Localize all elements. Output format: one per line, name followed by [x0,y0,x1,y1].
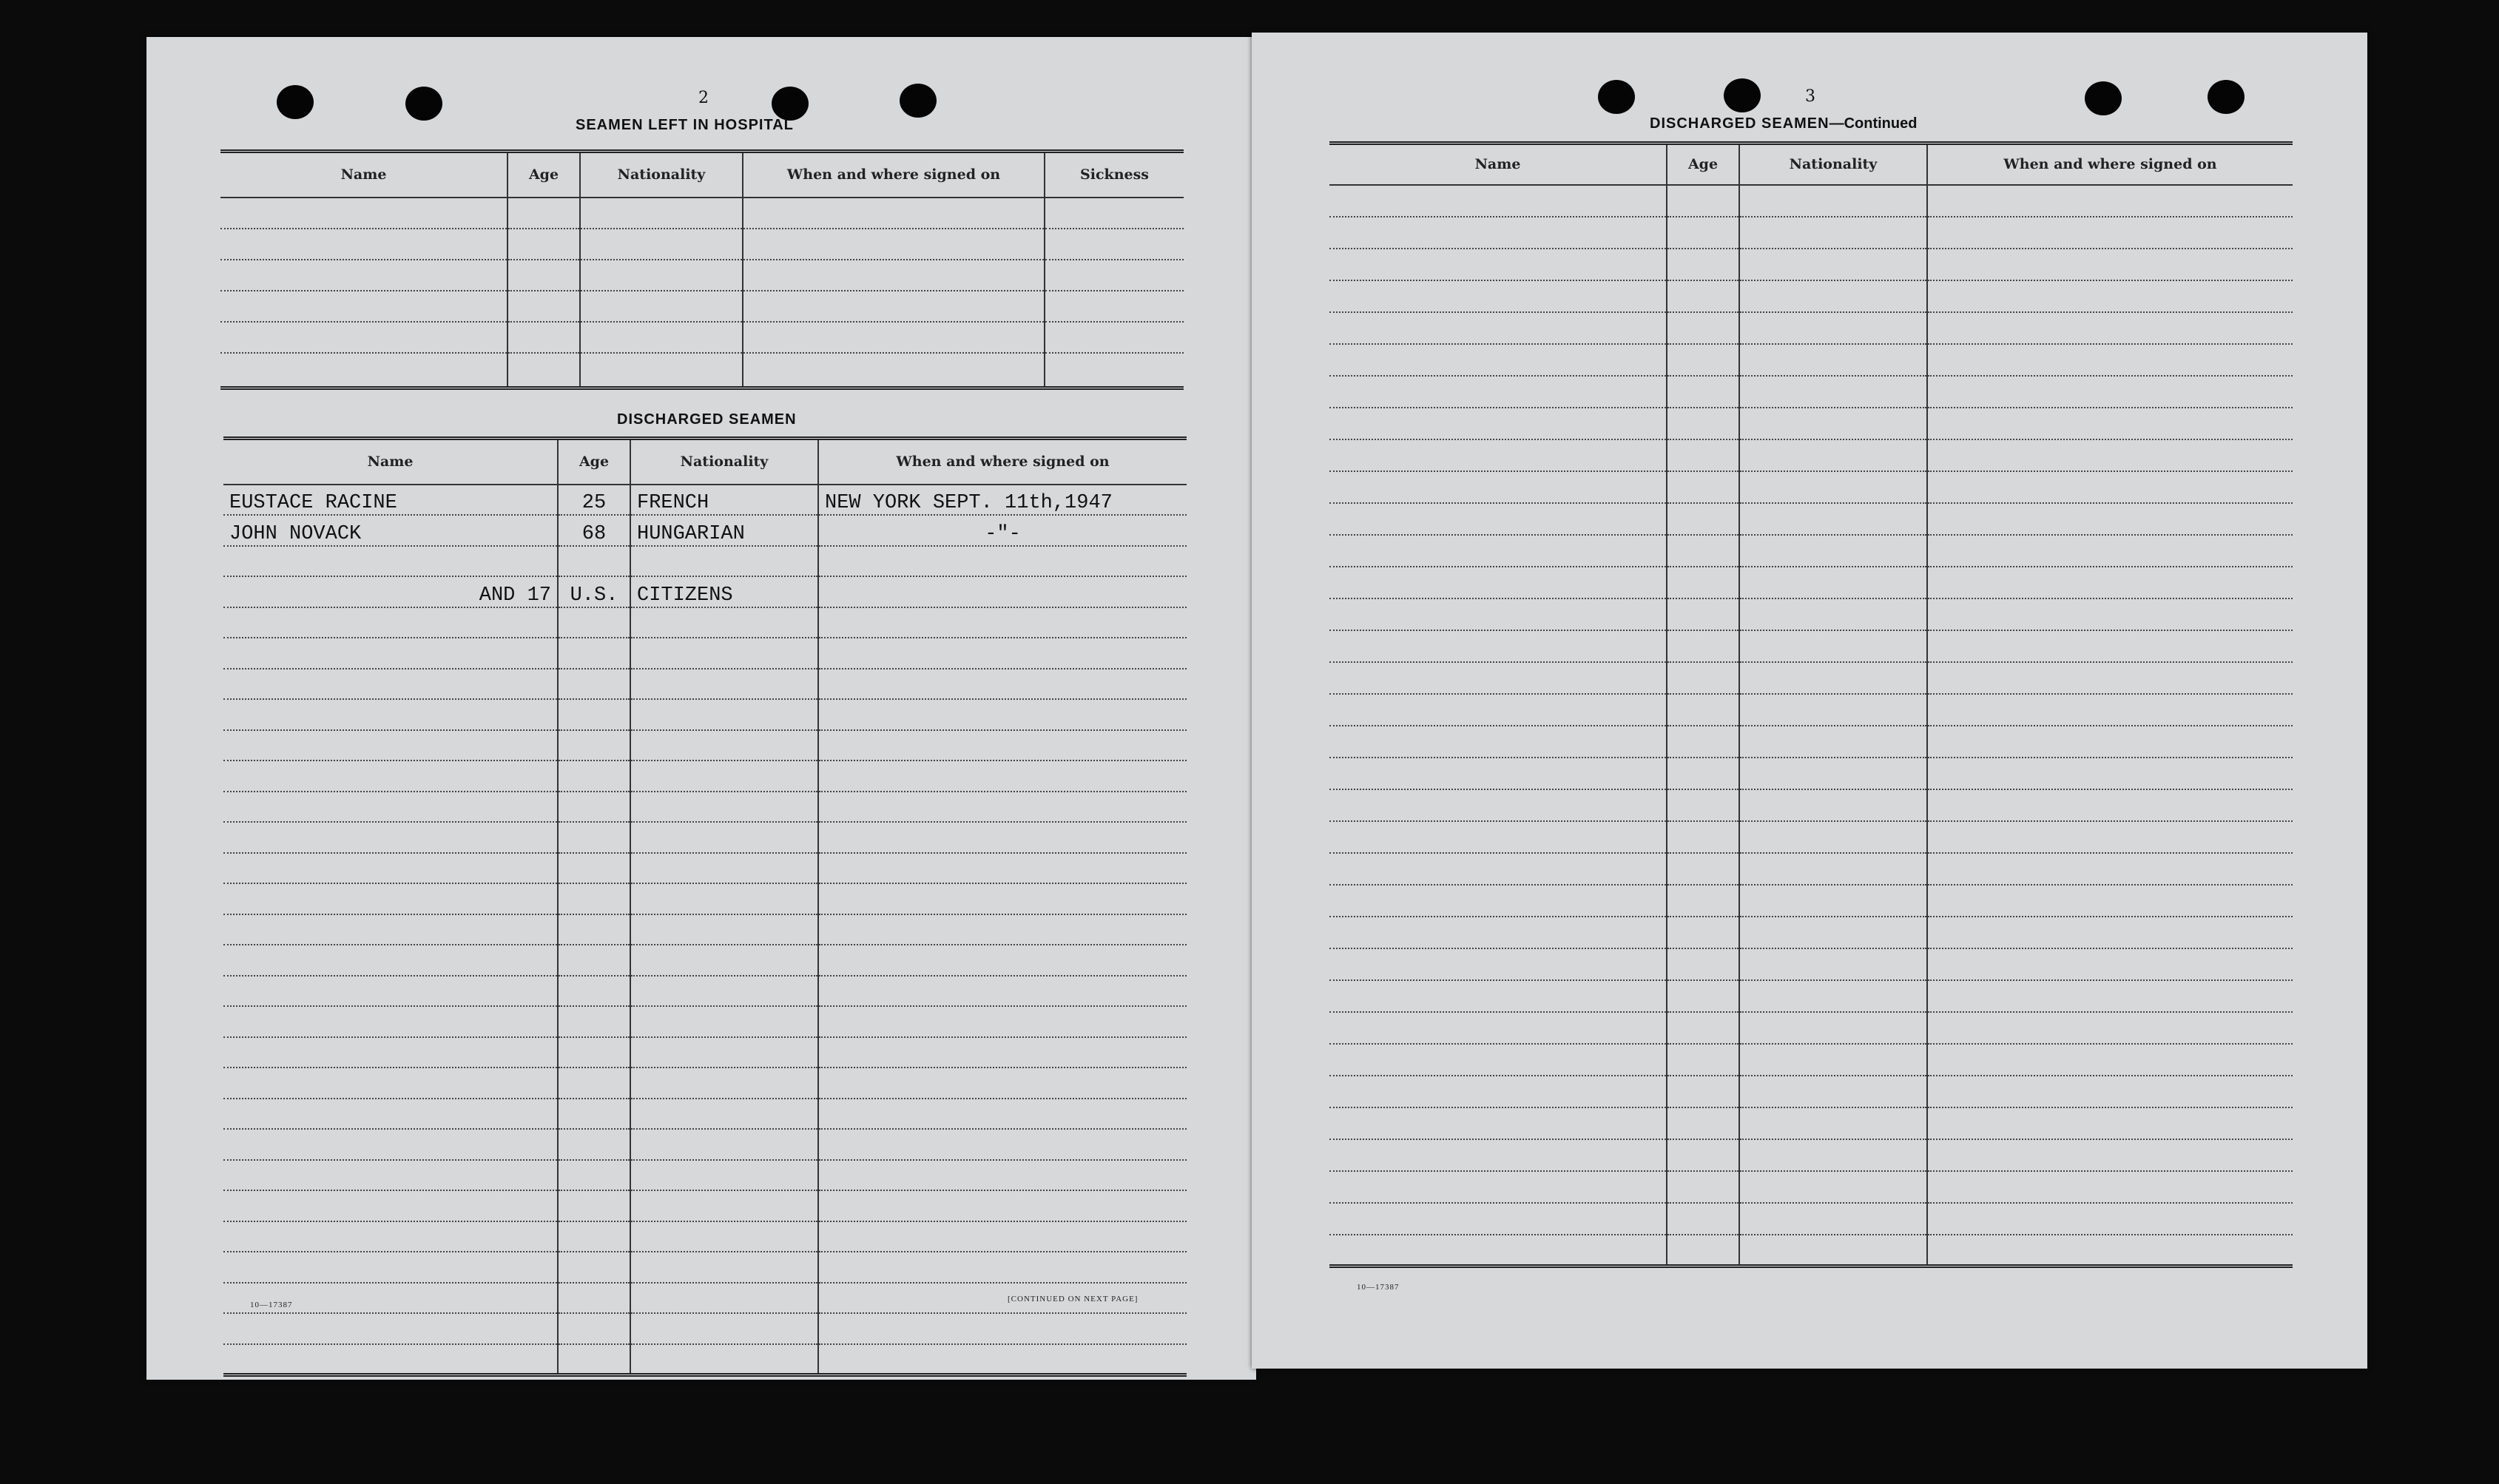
punch-hole [2208,80,2245,114]
punch-hole [900,84,937,118]
right-page [1252,33,2367,1369]
table-row [223,1129,1187,1160]
cell-nationality: FRENCH [630,485,818,516]
table-row [220,291,1184,322]
cell-age: U.S. [558,576,630,607]
column-header-nationality: Nationality [1739,144,1927,185]
table-row [223,1068,1187,1099]
table-row [223,1037,1187,1068]
table-row [1329,1203,2293,1235]
cell-nationality: CITIZENS [630,576,818,607]
page-number: 2 [698,89,709,107]
cell-signed-on [818,576,1187,607]
table-row [1329,535,2293,567]
column-header-signed-on: When and where signed on [1927,144,2293,185]
table-row [223,1344,1187,1375]
table-row [1329,980,2293,1012]
table-row [223,515,1187,546]
form-number: 10—17387 [250,1301,293,1309]
table-row [1329,408,2293,439]
cell-age: 68 [558,515,630,546]
table-row [1329,1076,2293,1107]
column-header-age: Age [558,439,630,485]
table-row [1329,662,2293,694]
table-row [1329,1012,2293,1044]
form-number: 10—17387 [1357,1283,1400,1292]
table-row [1329,439,2293,471]
table-row [223,638,1187,669]
cell-signed-on [818,546,1187,577]
table-row [223,1313,1187,1344]
punch-hole [2085,81,2122,115]
table-row [1329,503,2293,535]
discharged-continued-table [1329,141,2293,1268]
table-row [223,792,1187,823]
table-row [223,760,1187,792]
cell-name: AND 17 [223,576,558,607]
discharged-section-title: DISCHARGED SEAMEN [617,411,797,428]
table-row [1329,344,2293,376]
table-row [223,853,1187,884]
cell-name: JOHN NOVACK [223,515,558,546]
table-row [223,883,1187,914]
punch-hole [1724,78,1761,112]
continued-note: [CONTINUED ON NEXT PAGE] [1008,1295,1139,1303]
table-row [1329,758,2293,789]
table-row [220,198,1184,229]
column-header-nationality: Nationality [580,152,743,198]
table-row [1329,917,2293,948]
page-number: 3 [1805,87,1815,106]
column-header-age: Age [1667,144,1739,185]
table-row [1329,630,2293,662]
table-row [1329,821,2293,853]
hospital-section-title: SEAMEN LEFT IN HOSPITAL [576,117,794,133]
hospital-table [220,149,1184,390]
table-row [1329,1235,2293,1267]
table-row [1329,1044,2293,1076]
left-page [146,37,1256,1380]
table-row [1329,376,2293,408]
table-row [223,1160,1187,1191]
table-row [220,229,1184,260]
cell-age [558,546,630,577]
table-row [1329,1139,2293,1171]
cell-signed-on: -"- [818,515,1187,546]
table-row [1329,249,2293,280]
table-row [1329,217,2293,249]
column-header-name: Name [220,152,507,198]
table-row [1329,726,2293,758]
table-row [223,576,1187,607]
column-header-nationality: Nationality [630,439,818,485]
table-row [1329,471,2293,503]
table-row [223,976,1187,1007]
table-row [223,730,1187,761]
column-header-signed-on: When and where signed on [818,439,1187,485]
cell-nationality [630,546,818,577]
table-row [1329,185,2293,217]
cell-nationality: HUNGARIAN [630,515,818,546]
table-row [223,699,1187,730]
column-header-signed-on: When and where signed on [743,152,1045,198]
column-header-name: Name [223,439,558,485]
cell-name [223,546,558,577]
table-row [1329,280,2293,312]
table-row [1329,312,2293,344]
punch-hole [405,87,442,121]
table-row [223,822,1187,853]
punch-hole [277,85,314,119]
table-row [223,607,1187,638]
cell-signed-on: NEW YORK SEPT. 11th,1947 [818,485,1187,516]
table-row [220,260,1184,291]
table-row [223,1190,1187,1221]
column-header-age: Age [507,152,580,198]
punch-hole [772,87,809,121]
table-row [1329,694,2293,726]
discharged-continued-title: DISCHARGED SEAMEN—Continued [1650,115,1918,132]
cell-name: EUSTACE RACINE [223,485,558,516]
table-row [223,669,1187,700]
table-row [1329,1171,2293,1203]
punch-hole [1598,80,1635,114]
table-row [223,1099,1187,1130]
table-row [223,1221,1187,1252]
table-row [223,945,1187,976]
table-row [1329,598,2293,630]
column-header-name: Name [1329,144,1667,185]
table-row [223,485,1187,516]
table-row [223,1006,1187,1037]
table-row [1329,789,2293,821]
table-row [1329,885,2293,917]
table-row [223,1252,1187,1283]
table-row [220,353,1184,388]
table-row [1329,567,2293,598]
discharged-table [223,436,1187,1377]
table-row [223,546,1187,577]
cell-age: 25 [558,485,630,516]
table-row [1329,1107,2293,1139]
table-row [1329,853,2293,885]
table-row [1329,948,2293,980]
table-row [220,322,1184,353]
column-header-sickness: Sickness [1045,152,1184,198]
table-row [223,914,1187,945]
